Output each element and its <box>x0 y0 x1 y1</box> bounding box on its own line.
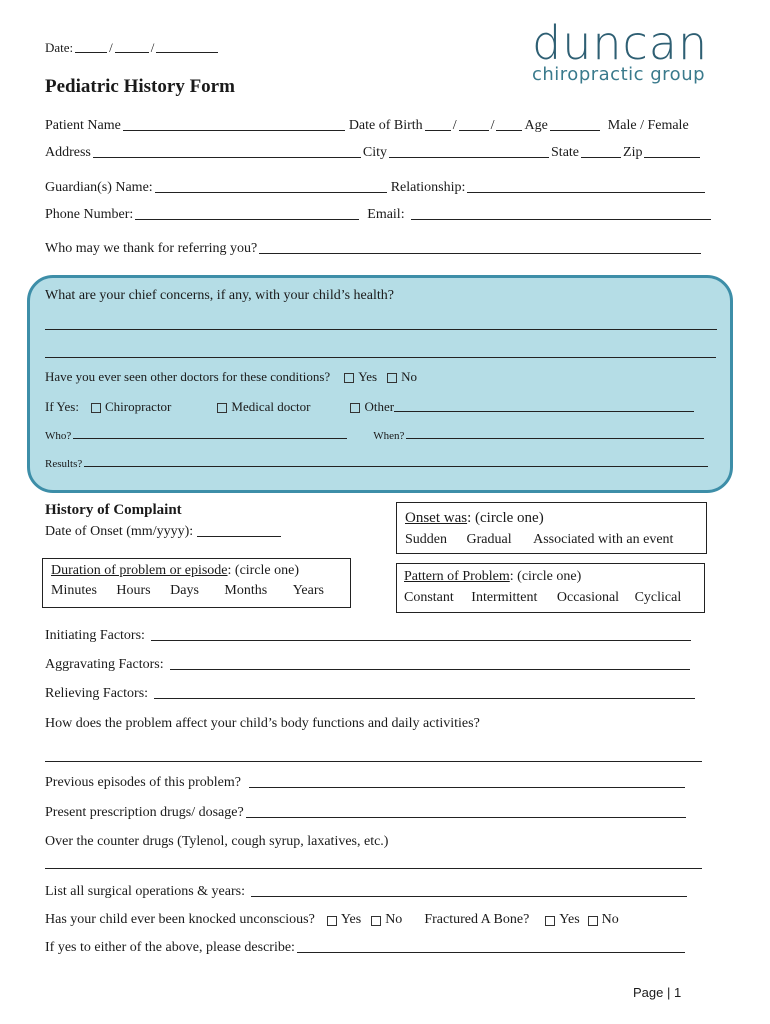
initiating-label: Initiating Factors: <box>45 628 145 643</box>
concerns-answer-line-1[interactable] <box>45 328 717 330</box>
aggravating-field[interactable] <box>170 657 690 670</box>
history-heading: History of Complaint <box>45 502 182 518</box>
other-label: Other <box>364 399 395 414</box>
describe-row <box>45 940 687 956</box>
date-separator: / <box>109 40 113 55</box>
referral-label: Who may we thank for referring you? <box>45 241 258 256</box>
onset-title: Onset was <box>405 510 468 526</box>
dob-separator: / <box>452 118 457 133</box>
onset-box-title <box>405 510 544 527</box>
who-label: Who? <box>45 430 72 442</box>
seen-doctors-no-label: No <box>401 369 417 384</box>
dob-day-field[interactable] <box>459 118 489 131</box>
previous-row <box>45 775 687 791</box>
patient-name-label: Patient Name <box>45 118 121 133</box>
when-field[interactable] <box>406 428 704 439</box>
pattern-box <box>396 563 705 613</box>
initiating-row <box>45 628 693 644</box>
relieving-label: Relieving Factors: <box>45 686 149 701</box>
date-row <box>45 40 220 56</box>
unconscious-row <box>45 912 619 928</box>
unconscious-yes-label: Yes <box>340 912 362 927</box>
duration-box-title <box>51 563 299 579</box>
if-yes-label: If Yes: <box>45 399 79 414</box>
date-label: Date: <box>45 40 74 55</box>
logo-wordmark: duncan <box>532 16 709 70</box>
results-label: Results? <box>45 458 83 470</box>
unconscious-question: Has your child ever been knocked unconscious? <box>45 912 315 927</box>
duration-suffix: : (circle one) <box>227 563 300 578</box>
age-field[interactable] <box>550 118 600 131</box>
date-month-field[interactable] <box>75 40 107 53</box>
chiropractor-checkbox[interactable] <box>91 403 101 413</box>
onset-date-label: Date of Onset (mm/yyyy): <box>45 524 194 539</box>
email-field[interactable] <box>411 207 711 220</box>
previous-field[interactable] <box>249 775 685 788</box>
unconscious-no-label: No <box>385 912 403 927</box>
seen-doctors-yes-checkbox[interactable] <box>344 373 354 383</box>
if-yes-row <box>45 399 696 415</box>
referral-field[interactable] <box>259 241 701 254</box>
pattern-option-cyclical[interactable]: Cyclical <box>634 590 682 605</box>
unconscious-no-checkbox[interactable] <box>371 916 381 926</box>
phone-label: Phone Number: <box>45 207 134 222</box>
page-number: Page | 1 <box>633 985 682 1000</box>
date-year-field[interactable] <box>156 40 218 53</box>
patient-row-1 <box>45 118 689 134</box>
duration-box <box>42 558 351 608</box>
pattern-option-intermittent[interactable]: Intermittent <box>471 590 538 605</box>
dob-month-field[interactable] <box>425 118 451 131</box>
state-label: State <box>551 145 580 160</box>
phone-row <box>45 207 713 223</box>
affect-question: How does the problem affect your child’s body functions and daily activities? <box>45 716 480 731</box>
results-row <box>45 456 710 470</box>
seen-doctors-yes-label: Yes <box>358 369 378 384</box>
relationship-label: Relationship: <box>390 180 466 195</box>
logo <box>532 16 708 85</box>
date-day-field[interactable] <box>115 40 149 53</box>
duration-option-months[interactable]: Months <box>224 583 268 598</box>
pattern-option-occasional[interactable]: Occasional <box>556 590 620 605</box>
pattern-option-constant[interactable]: Constant <box>404 590 454 605</box>
fractured-yes-checkbox[interactable] <box>545 916 555 926</box>
onset-date-row <box>45 524 283 540</box>
other-field[interactable] <box>394 399 694 412</box>
patient-row-2 <box>45 145 702 161</box>
dob-separator: / <box>490 118 495 133</box>
zip-field[interactable] <box>644 145 700 158</box>
unconscious-yes-checkbox[interactable] <box>327 916 337 926</box>
dob-label: Date of Birth <box>348 118 423 133</box>
duration-options <box>51 583 324 599</box>
referral-row <box>45 241 703 257</box>
onset-options <box>405 532 673 548</box>
medical-doctor-label: Medical doctor <box>231 399 311 414</box>
medical-doctor-checkbox[interactable] <box>217 403 227 413</box>
city-field[interactable] <box>389 145 549 158</box>
concerns-answer-line-2[interactable] <box>45 356 716 358</box>
email-label: Email: <box>367 207 405 222</box>
onset-option-gradual[interactable]: Gradual <box>466 532 512 547</box>
when-label: When? <box>373 430 405 442</box>
chiropractor-label: Chiropractor <box>104 399 172 414</box>
onset-option-event[interactable]: Associated with an event <box>533 532 674 547</box>
previous-label: Previous episodes of this problem? <box>45 775 241 790</box>
logo-tagline: chiropractic group <box>532 64 706 85</box>
seen-doctors-row <box>45 369 417 385</box>
patient-name-field[interactable] <box>123 118 345 131</box>
describe-label: If yes to either of the above, please describe: <box>45 940 295 955</box>
duration-option-days[interactable]: Days <box>170 583 199 598</box>
fractured-yes-label: Yes <box>559 912 580 927</box>
surgical-field[interactable] <box>251 884 687 897</box>
other-checkbox[interactable] <box>350 403 360 413</box>
seen-doctors-question: Have you ever seen other doctors for these conditions? <box>45 369 331 384</box>
onset-date-field[interactable] <box>197 524 281 537</box>
relationship-field[interactable] <box>467 180 705 193</box>
fractured-no-label: No <box>601 912 619 927</box>
guardian-field[interactable] <box>155 180 387 193</box>
guardian-row <box>45 180 707 196</box>
chief-concerns-question: What are your chief concerns, if any, with your child’s health? <box>45 288 394 303</box>
relieving-row <box>45 686 697 702</box>
zip-label: Zip <box>623 145 643 160</box>
guardian-label: Guardian(s) Name: <box>45 180 153 195</box>
date-separator: / <box>150 40 155 55</box>
seen-doctors-no-checkbox[interactable] <box>387 373 397 383</box>
who-field[interactable] <box>73 428 347 439</box>
aggravating-label: Aggravating Factors: <box>45 657 164 672</box>
city-label: City <box>362 145 388 160</box>
aggravating-row <box>45 657 692 673</box>
phone-field[interactable] <box>135 207 359 220</box>
state-field[interactable] <box>581 145 621 158</box>
otc-question: Over the counter drugs (Tylenol, cough syrup, laxatives, etc.) <box>45 834 389 849</box>
who-when-row <box>45 428 706 442</box>
onset-suffix: : (circle one) <box>467 510 544 526</box>
fractured-no-checkbox[interactable] <box>588 916 598 926</box>
onset-box <box>396 502 707 554</box>
pattern-suffix: : (circle one) <box>509 569 582 584</box>
prescription-field[interactable] <box>246 805 686 818</box>
duration-title: Duration of problem or episode <box>51 563 228 578</box>
otc-answer-line[interactable] <box>45 867 702 869</box>
prescription-label: Present prescription drugs/ dosage? <box>45 805 244 820</box>
duration-option-years[interactable]: Years <box>292 583 324 598</box>
form-title: Pediatric History Form <box>45 76 235 97</box>
prescription-row <box>45 805 688 821</box>
surgical-row <box>45 884 689 900</box>
duration-option-minutes[interactable]: Minutes <box>51 583 97 598</box>
pattern-box-title <box>404 569 581 585</box>
address-label: Address <box>45 145 91 160</box>
results-field[interactable] <box>84 456 708 467</box>
surgical-label: List all surgical operations & years: <box>45 884 245 899</box>
initiating-field[interactable] <box>151 628 691 641</box>
affect-answer-line[interactable] <box>45 760 702 762</box>
pattern-title: Pattern of Problem <box>404 569 510 584</box>
relieving-field[interactable] <box>154 686 695 699</box>
age-label: Age <box>524 118 548 133</box>
fractured-question: Fractured A Bone? <box>424 912 530 927</box>
pattern-options <box>404 590 681 606</box>
dob-year-field[interactable] <box>496 118 522 131</box>
sex-options[interactable]: Male / Female <box>607 118 689 133</box>
address-field[interactable] <box>93 145 361 158</box>
onset-option-sudden[interactable]: Sudden <box>405 532 447 547</box>
duration-option-hours[interactable]: Hours <box>116 583 151 598</box>
describe-field[interactable] <box>297 940 685 953</box>
